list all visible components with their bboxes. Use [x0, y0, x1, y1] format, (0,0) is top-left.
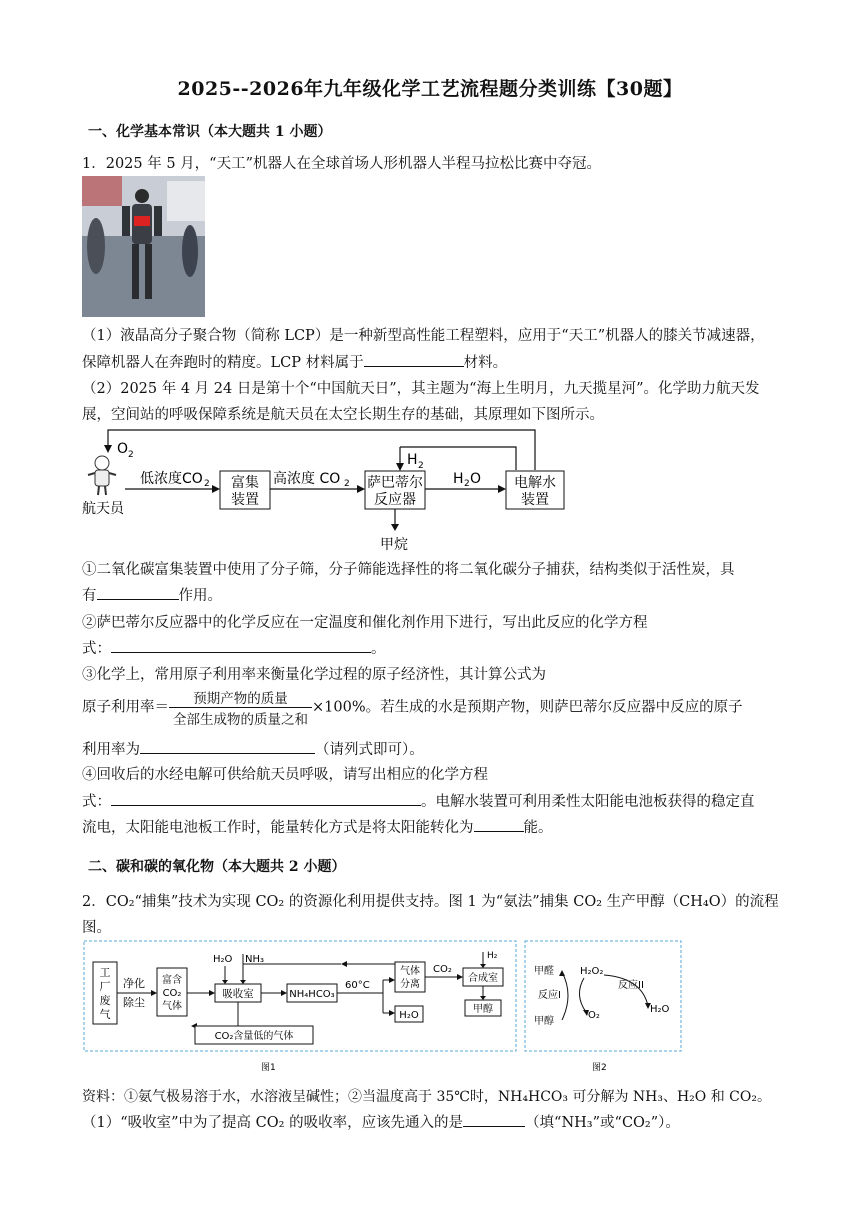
q1-sub3-line1: ③化学上，常用原子利用率来衡量化学过程的原子经济性，其计算公式为 [82, 667, 546, 683]
question-2-stem-line1: 2．CO₂“捕集”技术为实现 CO₂ 的资源化利用提供支持。图 1 为“氨法”捕集 CO₂ 生产甲醇（CH₄O）的流程 [82, 894, 779, 910]
q1-sub1-line2: 有 作用。 [82, 584, 222, 605]
svg-text:O: O [470, 471, 482, 487]
svg-text:装置: 装置 [521, 492, 549, 508]
svg-text:分离: 分离 [400, 979, 420, 990]
answer-blank[interactable] [111, 638, 371, 653]
enrich-box: 富集 [231, 475, 259, 491]
svg-text:气: 气 [99, 1008, 111, 1021]
svg-text:反应器: 反应器 [374, 492, 416, 508]
svg-text:H₂: H₂ [487, 951, 498, 961]
answer-blank[interactable] [140, 739, 315, 754]
svg-text:装置: 装置 [231, 492, 259, 508]
svg-text:工: 工 [99, 966, 111, 979]
svg-text:气体: 气体 [400, 966, 420, 977]
svg-text:除尘: 除尘 [123, 996, 145, 1009]
q1-sub4-line3: 流电，太阳能电池板工作时，能量转化方式是将太阳能转化为 能。 [82, 816, 553, 837]
astronaut-icon [88, 456, 116, 495]
section-heading-2: 二、碳和碳的氧化物（本大题共 2 小题） [88, 859, 346, 875]
section-heading-1: 一、化学基本常识（本大题共 1 小题） [88, 124, 332, 140]
answer-blank[interactable] [474, 817, 524, 832]
svg-text:气体: 气体 [162, 1001, 182, 1012]
q1-sub4-line2: 式： 。电解水装置可利用柔性太阳能电池板获得的稳定直 [82, 790, 755, 811]
q1-part1-line1: （1）液晶高分子聚合物（简称 LCP）是一种新型高性能工程塑料，应用于“天工”机器人的膝关节减速器， [82, 328, 765, 344]
q1-part2-line2: 展，空间站的呼吸保障系统是航天员在太空长期生存的基础，其原理如下图所示。 [82, 407, 604, 423]
q1-part2-line1: （2）2025 年 4 月 24 日是第十个“中国航天日”，其主题为“海上生明月，九天揽星河”。化学助力航天发 [82, 381, 760, 397]
q2-part1: （1）“吸收室”中为了提高 CO₂ 的吸收率，应该先通入的是 （填“NH₃”或“CO₂”）。 [82, 1111, 680, 1132]
figure-2-caption: 图2 [592, 1063, 607, 1073]
svg-text:2: 2 [128, 450, 134, 460]
h2o-label: H [453, 471, 464, 487]
svg-text:CO₂: CO₂ [433, 964, 452, 975]
svg-text:厂: 厂 [99, 980, 111, 993]
answer-blank[interactable] [111, 791, 421, 806]
answer-blank[interactable] [97, 585, 179, 600]
svg-text:吸收室: 吸收室 [222, 988, 254, 1000]
reactor-box: 萨巴蒂尔 [367, 475, 423, 491]
q1-sub3-line3: 利用率为 （请列式即可）。 [82, 738, 424, 759]
svg-text:甲醇: 甲醇 [534, 1016, 554, 1027]
answer-blank[interactable] [463, 1112, 525, 1127]
high-co2-label: 高浓度 CO [273, 471, 341, 487]
methane-label: 甲烷 [380, 537, 408, 553]
svg-text:2: 2 [418, 461, 424, 471]
fraction: $\frac{\text{预期产物的质量}}{\text{全部生成物的质量之和}}$ [169, 687, 312, 728]
robot-marathon-photo [82, 176, 205, 317]
astronaut-label: 航天员 [82, 501, 124, 517]
figure-1-flowchart [83, 940, 518, 1075]
low-co2-label: 低浓度CO [140, 471, 203, 487]
svg-text:NH₃: NH₃ [245, 954, 265, 965]
figure-2-cycle [524, 940, 684, 1075]
svg-text:O₂: O₂ [588, 1010, 600, 1021]
q1-sub2-line1: ②萨巴蒂尔反应器中的化学反应在一定温度和催化剂作用下进行，写出此反应的化学方程 [82, 615, 648, 631]
svg-text:反应I: 反应I [538, 990, 561, 1001]
q1-sub3-formula: 原子利用率＝ $\frac{\text{预期产物的质量}}{\text{全部生成物的质量之和}}$ ×100%。若生成的水是预期产物，则萨巴蒂尔反应器中反应的原子 [82, 687, 743, 728]
svg-text:反应II: 反应II [618, 980, 644, 991]
svg-text:NH₄HCO₃: NH₄HCO₃ [289, 989, 335, 1000]
q1-sub1-line1: ①二氧化碳富集装置中使用了分子筛，分子筛能选择性的将二氧化碳分子捕获，结构类似于活性炭，具 [82, 562, 735, 578]
q1-sub4-line1: ④回收后的水经电解可供给航天员呼吸，请写出相应的化学方程 [82, 767, 488, 783]
life-support-diagram [80, 425, 580, 555]
svg-text:净化: 净化 [123, 977, 145, 990]
svg-text:废: 废 [99, 994, 111, 1007]
page-title: 2025--2026年九年级化学工艺流程题分类训练【30题】 [177, 78, 683, 100]
q1-sub2-line2: 式： 。 [82, 637, 386, 658]
svg-text:H₂O: H₂O [213, 954, 233, 965]
o2-label: O [117, 441, 129, 457]
q2-info: 资料：①氨气极易溶于水，水溶液呈碱性；②当温度高于 35℃时，NH₄HCO₃ 可分解为 NH₃、H₂O 和 CO₂。 [82, 1089, 771, 1105]
svg-text:2: 2 [344, 479, 350, 489]
svg-text:甲醇: 甲醇 [473, 1004, 493, 1015]
q1-part1-line2: 保障机器人在奔跑时的精度。LCP 材料属于 材料。 [82, 351, 507, 372]
svg-text:60°C: 60°C [345, 980, 370, 991]
figure-1-caption: 图1 [261, 1063, 276, 1073]
svg-text:CO₂含量低的气体: CO₂含量低的气体 [214, 1031, 294, 1042]
h2-label: H [407, 452, 418, 468]
svg-text:H₂O: H₂O [399, 1010, 419, 1021]
svg-text:H₂O₂: H₂O₂ [580, 966, 604, 977]
svg-text:2: 2 [464, 479, 470, 489]
question-1-stem: 1．2025 年 5 月，“天工”机器人在全球首场人形机器人半程马拉松比赛中夺冠。 [82, 156, 602, 172]
svg-text:富含: 富含 [162, 975, 182, 986]
svg-text:甲醛: 甲醛 [534, 966, 554, 977]
svg-text:H₂O: H₂O [650, 1004, 670, 1015]
electrolysis-box: 电解水 [514, 475, 556, 491]
answer-blank[interactable] [364, 352, 464, 367]
svg-text:2: 2 [204, 479, 210, 489]
question-2-stem-line2: 图。 [82, 920, 111, 936]
svg-text:CO₂: CO₂ [162, 988, 182, 999]
svg-text:合成室: 合成室 [468, 973, 498, 984]
